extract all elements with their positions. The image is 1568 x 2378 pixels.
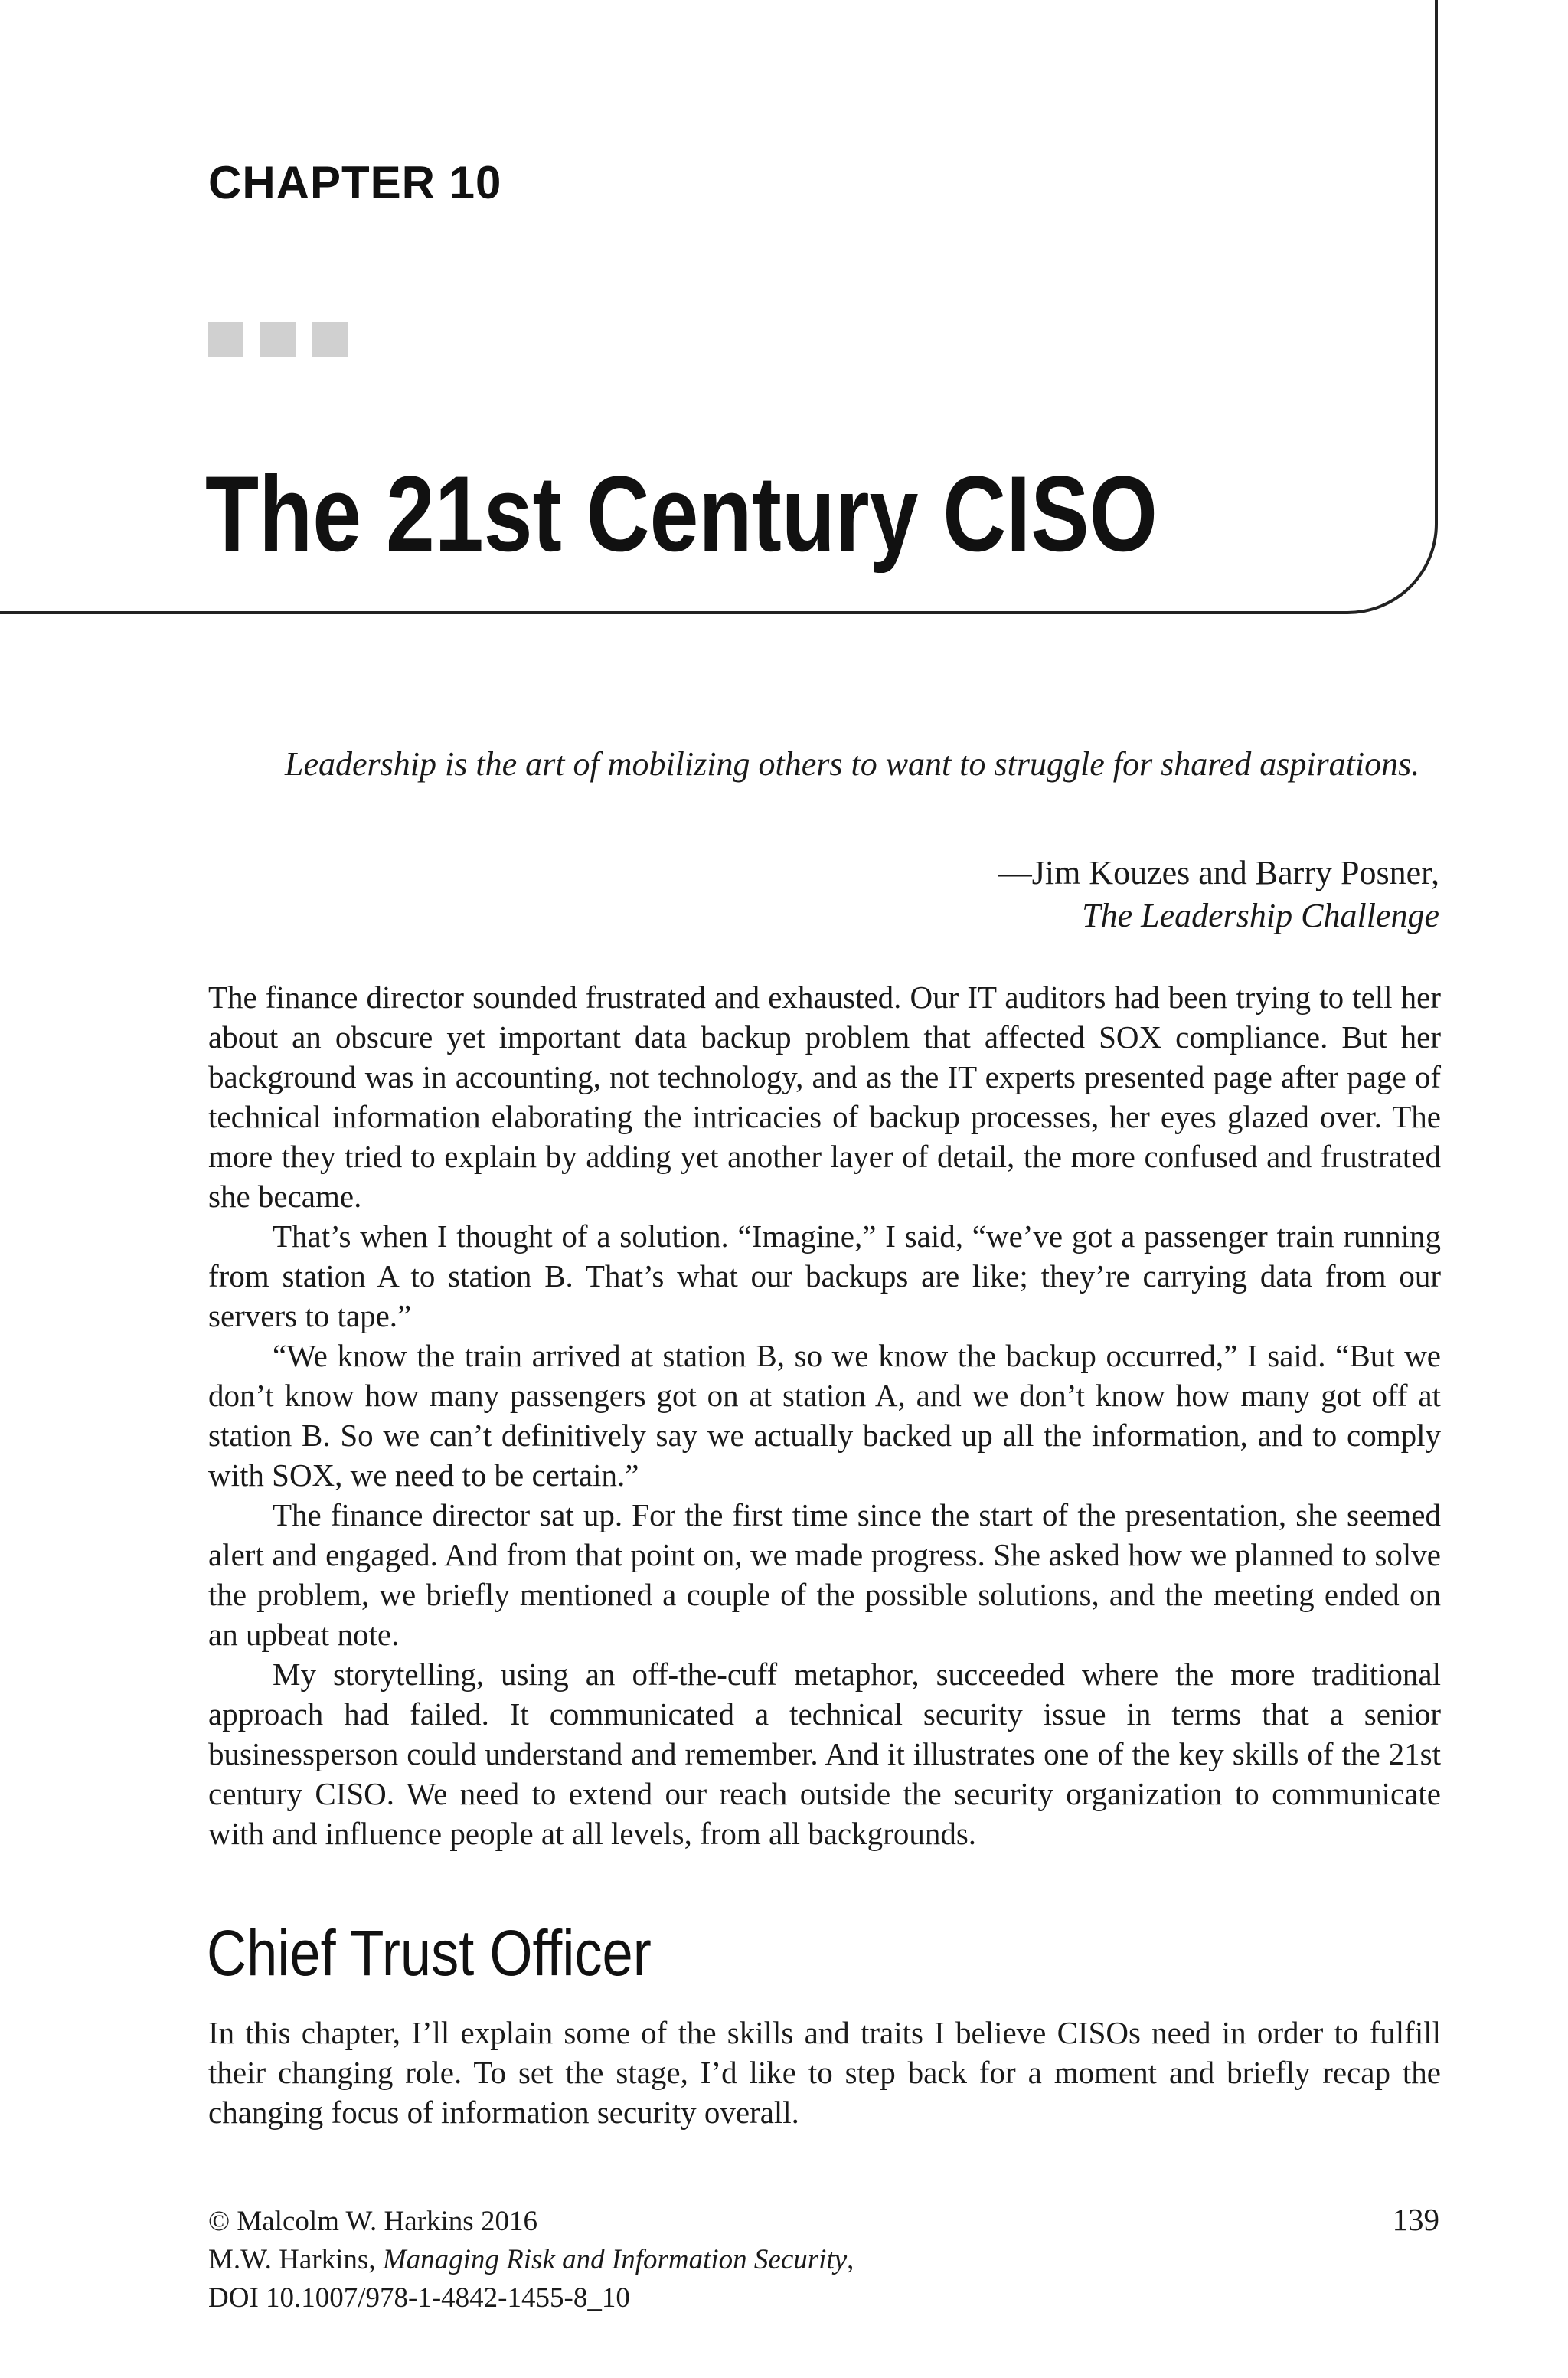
- chapter-title: The 21st Century CISO: [205, 453, 1158, 574]
- epigraph-attribution: [998, 852, 1439, 937]
- doi-line: DOI 10.1007/978-1-4842-1455-8_10: [208, 2282, 630, 2314]
- decorative-square: [260, 322, 296, 357]
- citation-comma: ,: [847, 2244, 854, 2275]
- body-paragraph: In this chapter, I’ll explain some of the skills and traits I believe CISOs need in order to fulfill their changing role. To set the stage, I’d like to step back for a moment and briefly recap the changing focus of information security overall.: [208, 2015, 1441, 2130]
- decorative-square: [208, 322, 243, 357]
- body-paragraph: That’s when I thought of a solution. “Imagine,” I said, “we’ve got a passenger train running from station A to station B. That’s what our backups are like; they’re carrying data from our servers to tape.”: [208, 1218, 1441, 1333]
- citation-book: Managing Risk and Information Security: [382, 2244, 848, 2275]
- decorative-squares: [208, 322, 348, 357]
- copyright-line: © Malcolm W. Harkins 2016: [208, 2206, 537, 2237]
- chapter-label: CHAPTER 10: [208, 157, 502, 208]
- decorative-square: [312, 322, 348, 357]
- section-body: [208, 2013, 1441, 2132]
- epigraph-book: The Leadership Challenge: [1082, 897, 1439, 934]
- section-heading: Chief Trust Officer: [207, 1917, 652, 1989]
- body-paragraph: My storytelling, using an off-the-cuff metaphor, succeeded where the more traditional approach had failed. It communicated a technical security issue in terms that a senior businessperson could understand and remember. And it illustrates one of the key skills of the 21st century CISO. We need to extend our reach outside the security organization to communicate with and influence people at all levels, from all backgrounds.: [208, 1657, 1441, 1851]
- citation-line: [208, 2241, 854, 2279]
- chapter-body: [208, 977, 1441, 1853]
- copyright-footer: [208, 2203, 854, 2317]
- citation-author: M.W. Harkins,: [208, 2244, 383, 2275]
- epigraph-quote: Leadership is the art of mobilizing others to want to struggle for shared aspirations.: [285, 745, 1420, 783]
- page-number: 139: [1392, 2202, 1439, 2237]
- body-paragraph: The finance director sounded frustrated and exhausted. Our IT auditors had been trying to tell her about an obscure yet important data backup problem that affected SOX compliance. But her background was in accounting, not technology, and as the IT experts presented page after page of technical information elaborating the intricacies of backup processes, her eyes glazed over. The more they tried to explain by adding yet another layer of detail, the more confused and frustrated she became.: [208, 980, 1441, 1214]
- epigraph-author: —Jim Kouzes and Barry Posner,: [998, 854, 1439, 891]
- body-paragraph: The finance director sat up. For the first time since the start of the presentation, she seemed alert and engaged. And from that point on, we made progress. She asked how we planned to solve the problem, we briefly mentioned a couple of the possible solutions, and the meeting ended on an upbeat note.: [208, 1497, 1441, 1652]
- body-paragraph: “We know the train arrived at station B, so we know the backup occurred,” I said. “But we don’t know how many passengers got on at station A, and we don’t know how many got off at station B. So we can’t definitively say we actually backed up all the information, and to comply with SOX, we need to be certain.”: [208, 1338, 1441, 1493]
